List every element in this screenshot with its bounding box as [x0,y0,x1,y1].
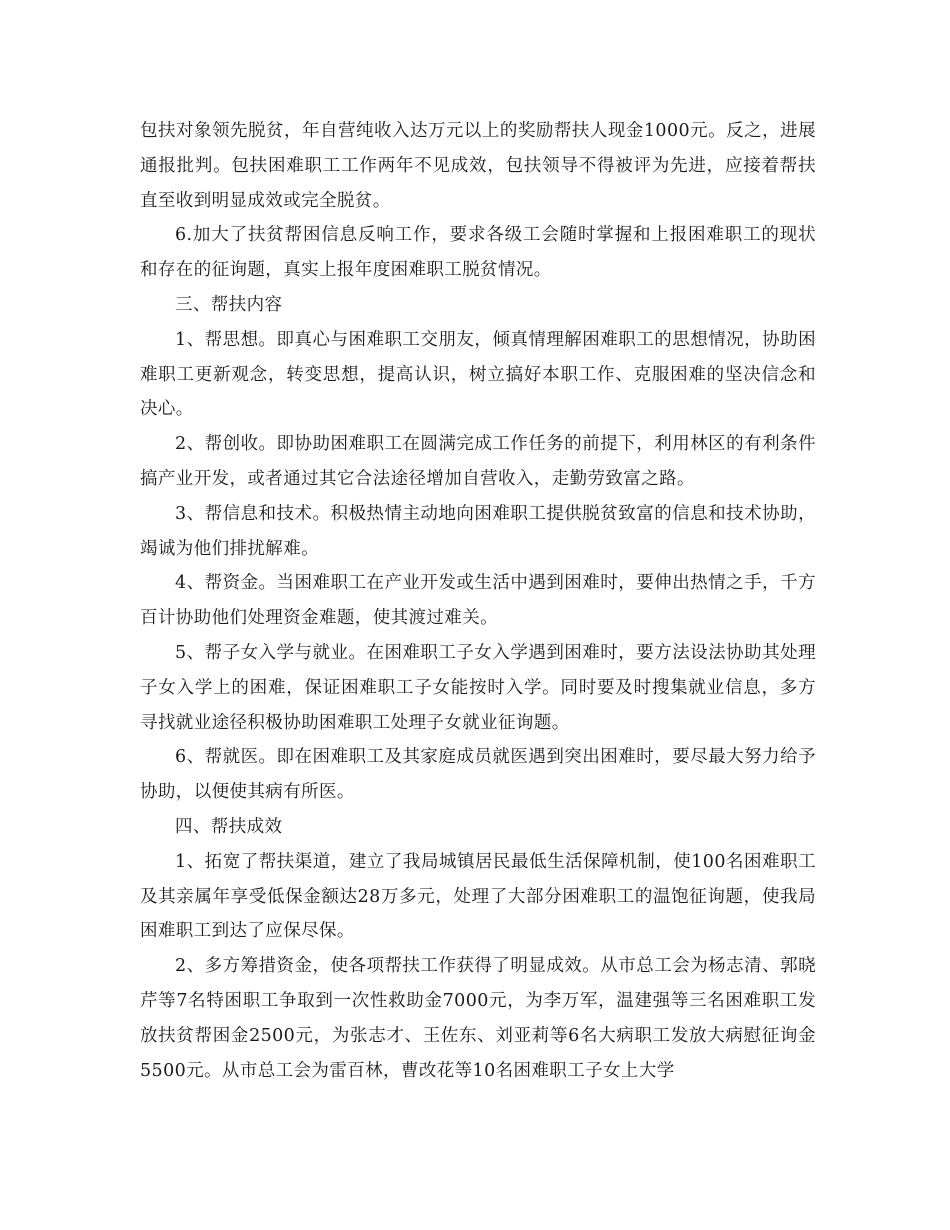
paragraph-result-channels: 1、拓宽了帮扶渠道，建立了我局城镇居民最低生活保障机制，使100名困难职工及其亲属年享受低保金额达28万多元，处理了大部分困难职工的温饱征询题，使我局困难职工到达了应保尽保。 [140,851,816,942]
paragraph-continuation: 包扶对象领先脱贫，年自营纯收入达万元以上的奖励帮扶人现金1000元。反之，进展通报批判。包扶困难职工工作两年不见成效，包扶领导不得被评为先进，应接着帮扶直至收到明显成效或完全脱贫。 [140,121,816,211]
paragraph-help-children: 5、帮子女入学与就业。在困难职工子女入学遇到困难时，要方法设法协助其处理子女入学上的困难，保证困难职工子女能按时入学。同时要及时搜集就业信息，多方寻找就业途径积极协助困难职工处理子女就业征询题。 [140,642,816,733]
document-body [140,114,816,1088]
paragraph-help-funds: 4、帮资金。当困难职工在产业开发或生活中遇到困难时，要伸出热情之手，千方百计协助他们处理资金难题，使其渡过难关。 [140,573,816,629]
paragraph-help-thought: 1、帮思想。即真心与困难职工交朋友，倾真情理解困难职工的思想情况，协助困难职工更新观念，转变思想，提高认识，树立搞好本职工作、克服困难的坚决信念和决心。 [140,329,816,420]
paragraph-help-income: 2、帮创收。即协助困难职工在圆满完成工作任务的前提下，利用林区的有利条件搞产业开发，或者通过其它合法途径增加自营收入，走勤劳致富之路。 [140,434,816,489]
paragraph-help-medical: 6、帮就医。即在困难职工及其家庭成员就医遇到突出困难时，要尽最大努力给予协助，以便使其病有所医。 [140,747,816,803]
paragraph-item-6-feedback: 6.加大了扶贫帮困信息反响工作，要求各级工会随时掌握和上报困难职工的现状和存在的征询题，真实上报年度困难职工脱贫情况。 [140,225,816,281]
paragraph-help-info-tech: 3、帮信息和技术。积极热情主动地向困难职工提供脱贫致富的信息和技术协助，竭诚为他们排扰解难。 [140,503,816,559]
paragraph-result-funds: 2、多方筹措资金，使各项帮扶工作获得了明显成效。从市总工会为杨志清、郭晓芹等7名特困职工争取到一次性救助金7000元，为李万军，温建强等三名困难职工发放扶贫帮困金2500元，为张志才、王佐东、刘亚莉等6名大病职工发放大病慰征询金5500元。从市总工会为雷百林，曹改花等10名困难职工子女上大学 [140,956,816,1081]
section-heading-help-content: 三、帮扶内容 [175,294,283,315]
section-heading-help-results: 四、帮扶成效 [175,816,283,837]
